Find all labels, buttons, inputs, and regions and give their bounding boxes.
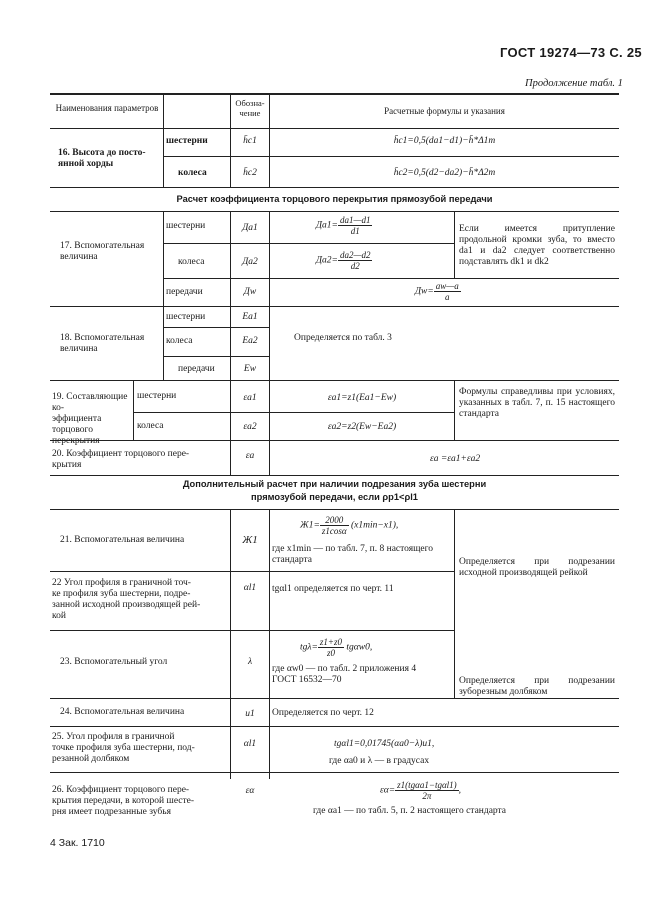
row25-sym: αl1 xyxy=(243,739,257,749)
row26-formula xyxy=(380,780,461,801)
row17-formula3 xyxy=(415,281,461,302)
row17-formula2-den: d2 xyxy=(350,261,360,271)
row17-name: 17. Вспомогательная величина xyxy=(60,241,145,262)
row26-formula-lhs: εα= xyxy=(380,785,396,796)
row17-div2 xyxy=(163,278,619,279)
row16-name: 16. Высота до посто- янной хорды xyxy=(58,148,146,169)
row17-formula3-num: aw—a xyxy=(435,281,459,291)
section1-title: Расчет коэффициента торцового перекрытия прямозубой передачи xyxy=(176,194,493,204)
row26-name: 26. Коэффициент торцового пере- крытия передачи, в которой шесте- рня имеет подрезанные зубья xyxy=(52,785,195,817)
row21-formula-den: z1cosα xyxy=(321,526,347,536)
row26-formula-rhs: , xyxy=(458,785,462,796)
row17-sub2: колеса xyxy=(178,257,205,267)
row17-formula2 xyxy=(316,250,372,271)
page-footer: 4 Зак. 1710 xyxy=(50,837,105,849)
row19-formula1: εa1=z1(Ea1−Ew) xyxy=(327,393,397,403)
row17-div1 xyxy=(163,243,454,244)
vline-note-17 xyxy=(454,211,455,278)
row21-bottom xyxy=(50,571,454,572)
row17-formula3-lhs: Дw= xyxy=(415,286,434,297)
row19-formula2: εa2=z2(Ew−Ea2) xyxy=(327,422,397,432)
row24-formula: Определяется по черт. 12 xyxy=(272,708,374,718)
row23-formula xyxy=(300,637,372,658)
row20-formula: εa =εa1+εa2 xyxy=(430,454,481,464)
row17-sub3: передачи xyxy=(166,287,203,297)
row19-note: Формулы справедливы при условиях, указанных в табл. 7, п. 15 настоящего стандарта xyxy=(459,387,615,419)
row22-bottom xyxy=(50,630,454,631)
row21-formula xyxy=(300,515,398,536)
row26-where: где αa1 — по табл. 5, п. 2 настоящего стандарта xyxy=(313,806,507,816)
row17-bottom xyxy=(50,306,619,307)
row16-sub1: шестерни xyxy=(166,136,208,146)
row19-bottom xyxy=(50,440,619,441)
row23-sym: λ xyxy=(247,657,253,667)
row20-sym: εa xyxy=(245,451,255,461)
row23-formula-lhs: tgλ= xyxy=(300,642,318,653)
row22-name: 22 Угол профиля в граничной точ- ке профиля зуба шестерни, подре- занной исходной производящей рей- кой xyxy=(52,578,201,621)
row21-formula-lhs: Ж1= xyxy=(300,520,320,531)
row21-where: где x1min — по табл. 7, п. 8 настоящего стандарта xyxy=(272,544,434,565)
row24-name: 24. Вспомогательная величина xyxy=(60,707,185,717)
row17-sym1: Дa1 xyxy=(242,223,258,233)
header-rule xyxy=(50,128,619,129)
vline-note-21-23 xyxy=(454,509,455,698)
row17-formula1-den: d1 xyxy=(350,226,360,236)
page-header: ГОСТ 19274—73 С. 25 xyxy=(500,45,642,60)
row23-formula-den: z0 xyxy=(326,648,335,658)
row16-formula2: h̄c2=0,5(d2−da2)−h̄*Δ2m xyxy=(393,168,496,178)
row16-sub2: колеса xyxy=(178,168,207,178)
vline-note-19 xyxy=(454,380,455,440)
section1-rule xyxy=(50,211,619,212)
row16-sym1: h̄c1 xyxy=(243,136,257,146)
row19-sym1: εa1 xyxy=(243,393,257,403)
row18-bottom xyxy=(50,380,619,381)
row25-bottom xyxy=(50,772,619,773)
row21-formula-num: 2000 xyxy=(320,515,349,526)
row23-where: где αw0 — по табл. 2 приложения 4 ГОСТ 16532—70 xyxy=(272,664,417,685)
row16-divider xyxy=(163,156,619,157)
col-symbol-header: Обозна- чение xyxy=(235,98,265,118)
row25-where: где αa0 и λ — в градусах xyxy=(329,756,430,766)
vline-sub-16 xyxy=(163,93,164,187)
row17-formula1-num: da1—d1 xyxy=(339,215,371,225)
row17-formula2-num: da2—d2 xyxy=(339,250,371,260)
row25-name: 25. Угол профиля в граничной точке профиля зуба шестерни, под- резанной долбяком xyxy=(52,732,195,764)
row23-bottom xyxy=(50,698,619,699)
row19-sym2: εa2 xyxy=(243,422,257,432)
vline-formula-17-20 xyxy=(269,211,270,475)
vline-formula-21-26 xyxy=(269,509,270,779)
row26-sym: εα xyxy=(245,786,255,796)
row22-sym: αl1 xyxy=(243,583,257,593)
row17-note: Если имеется притупление продольной кромки зуба, то вместо da1 и da2 следует соответственно подставлять dk1 и dk2 xyxy=(459,224,615,267)
section2-title-line2: прямозубой передачи, если ρp1<ρl1 xyxy=(251,492,418,502)
vline-sub-19 xyxy=(133,380,134,440)
table-continuation: Продолжение табл. 1 xyxy=(525,78,623,89)
section2-title-line1: Дополнительный расчет при наличии подрезания зуба шестерни xyxy=(182,479,487,489)
row17-formula2-lhs: Дa2= xyxy=(316,255,338,266)
row17-formula1 xyxy=(316,215,372,236)
row17-sym2: Дa2 xyxy=(242,257,258,267)
row19-sub2: колеса xyxy=(137,421,164,431)
row23-formula-rhs: tgαw0, xyxy=(346,642,373,653)
row17-sub1: шестерни xyxy=(166,221,206,231)
row20-bottom xyxy=(50,475,619,476)
row17-formula1-lhs: Дa1= xyxy=(316,220,338,231)
row16-formula1: h̄c1=0,5(da1−d1)−h̄*Δ1m xyxy=(393,136,496,146)
row21-sym: Ж1 xyxy=(242,534,258,546)
row20-name: 20. Коэффициент торцового пере- крытия xyxy=(52,449,190,470)
section2-rule xyxy=(50,509,619,510)
row23-note: Определяется при подрезании зуборезным долбяком xyxy=(459,676,615,697)
row18-div1 xyxy=(163,327,269,328)
row19-name: 19. Составляющие ко- эффициента торцового перекрытия xyxy=(52,392,128,446)
row19-div xyxy=(133,412,454,413)
table-top-rule xyxy=(50,93,619,95)
row18-sym3: Ew xyxy=(243,364,257,374)
row16-bottom xyxy=(50,187,619,188)
row25-formula: tgαl1=0,01745(αa0−λ)u1, xyxy=(334,739,435,749)
row16-sym2: h̄c2 xyxy=(243,168,257,178)
row18-sym1: Ea1 xyxy=(242,312,258,322)
row18-div2 xyxy=(163,356,269,357)
row21-22-note: Определяется при подрезании исходной производящей рейкой xyxy=(459,557,615,578)
row18-sym2: Ea2 xyxy=(242,336,258,346)
row18-sub3: передачи xyxy=(178,364,215,374)
row17-sym3: Дw xyxy=(243,287,257,297)
row21-formula-rhs: (x1min−x1), xyxy=(350,520,399,531)
row18-text: Определяется по табл. 3 xyxy=(294,333,392,343)
row21-name: 21. Вспомогательная величина xyxy=(60,535,185,545)
row23-formula-num: z1+z0 xyxy=(319,637,342,647)
row19-sub1: шестерни xyxy=(137,391,177,401)
row22-formula: tgαl1 определяется по черт. 11 xyxy=(272,584,394,594)
row23-name: 23. Вспомогательный угол xyxy=(60,657,168,667)
row26-formula-num: z1(tgαa1−tgαl1) xyxy=(397,780,457,790)
row26-formula-den: 2π xyxy=(422,791,432,801)
row24-sym: u1 xyxy=(245,709,255,719)
row18-sub2: колеса xyxy=(166,336,193,346)
vline-sub-17-18 xyxy=(163,211,164,380)
row24-bottom xyxy=(50,726,619,727)
row18-name: 18. Вспомогательная величина xyxy=(60,333,145,354)
row17-formula3-den: a xyxy=(445,292,450,302)
col-param-header: Наименования параметров xyxy=(55,103,159,113)
col-formula-header: Расчетные формулы и указания xyxy=(384,106,505,116)
row18-sub1: шестерни xyxy=(166,312,206,322)
